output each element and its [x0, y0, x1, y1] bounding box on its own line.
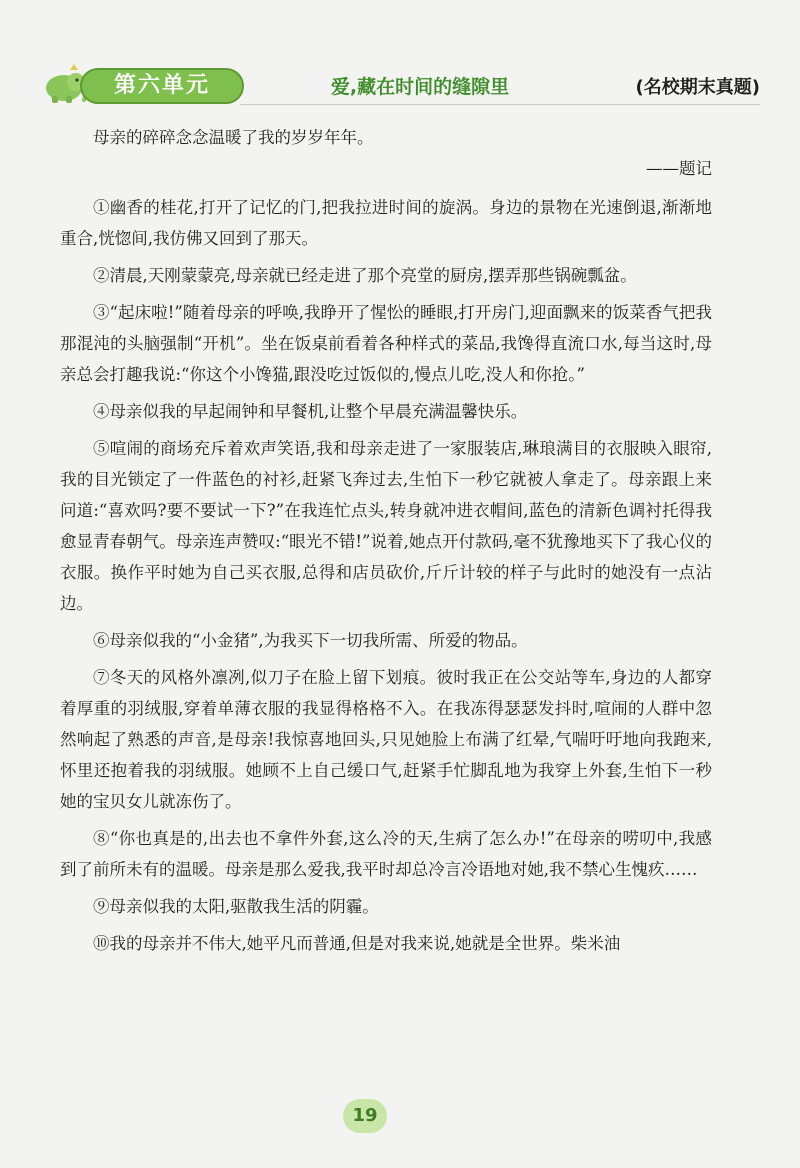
series-label: (名校期末真题)	[635, 77, 760, 98]
epigraph-signature: ——题记	[646, 159, 712, 178]
epigraph: 母亲的碎碎念念温暖了我的岁岁年年。	[93, 128, 374, 147]
page-header	[40, 62, 760, 118]
unit-theme-title: 爱,藏在时间的缝隙里	[330, 76, 510, 98]
paragraph-10: ⑩我的母亲并不伟大,她平凡而普通,但是对我来说,她就是全世界。柴米油	[93, 934, 621, 953]
paragraph-7: ⑦冬天的风格外凛冽,似刀子在脸上留下划痕。彼时我正在公交站等车,身边的人都穿着厚重的羽绒服,穿着单薄衣服的我显得格格不入。在我冻得瑟瑟发抖时,喧闹的人群中忽然响起了熟悉的声音,是母亲!我惊喜地回头,只见她脸上布满了红晕,气喘吁吁地向我跑来,怀里还抱着我的羽绒服。她顾不上自己缓口气,赶紧手忙脚乱地为我穿上外套,生怕下一秒她的宝贝女儿就冻伤了。	[60, 668, 712, 811]
paragraph-5: ⑤喧闹的商场充斥着欢声笑语,我和母亲走进了一家服装店,琳琅满目的衣服映入眼帘,我的目光锁定了一件蓝色的衬衫,赶紧飞奔过去,生怕下一秒它就被人拿走了。母亲跟上来问道:“喜欢吗?要不要试一下?”在我连忙点头,转身就冲进衣帽间,蓝色的清新色调衬托得我愈显青春朝气。母亲连声赞叹:“眼光不错!”说着,她点开付款码,毫不犹豫地买下了我心仪的衣服。换作平时她为自己买衣服,总得和店员砍价,斤斤计较的样子与此时的她没有一点沾边。	[60, 439, 712, 613]
paragraph-6: ⑥母亲似我的“小金猪”,为我买下一切我所需、所爱的物品。	[93, 631, 528, 650]
paragraph-4: ④母亲似我的早起闹钟和早餐机,让整个早晨充满温馨快乐。	[93, 402, 528, 421]
paragraph-8: ⑧“你也真是的,出去也不拿件外套,这么冷的天,生病了怎么办!”在母亲的唠叨中,我感到了前所未有的温暖。母亲是那么爱我,我平时却总冷言冷语地对她,我不禁心生愧疚……	[60, 829, 712, 879]
paragraph-9: ⑨母亲似我的太阳,驱散我生活的阴霾。	[93, 897, 379, 916]
unit-label: 第六单元	[113, 73, 210, 98]
article-body	[60, 122, 712, 965]
paragraph-1: ①幽香的桂花,打开了记忆的门,把我拉进时间的旋涡。身边的景物在光速倒退,渐渐地重合,恍惚间,我仿佛又回到了那天。	[60, 198, 712, 248]
paragraph-2: ②清晨,天刚蒙蒙亮,母亲就已经走进了那个亮堂的厨房,摆弄那些锅碗瓢盆。	[93, 266, 637, 285]
paragraph-3: ③“起床啦!”随着母亲的呼唤,我睁开了惺忪的睡眼,打开房门,迎面飘来的饭菜香气把我那混沌的头脑强制“开机”。坐在饭桌前看着各种样式的菜品,我馋得直流口水,每当这时,母亲总会打趣我说:“你这个小馋猫,跟没吃过饭似的,慢点儿吃,没人和你抢。”	[60, 303, 712, 384]
header-divider	[240, 104, 760, 105]
page-number: 19	[352, 1105, 378, 1126]
